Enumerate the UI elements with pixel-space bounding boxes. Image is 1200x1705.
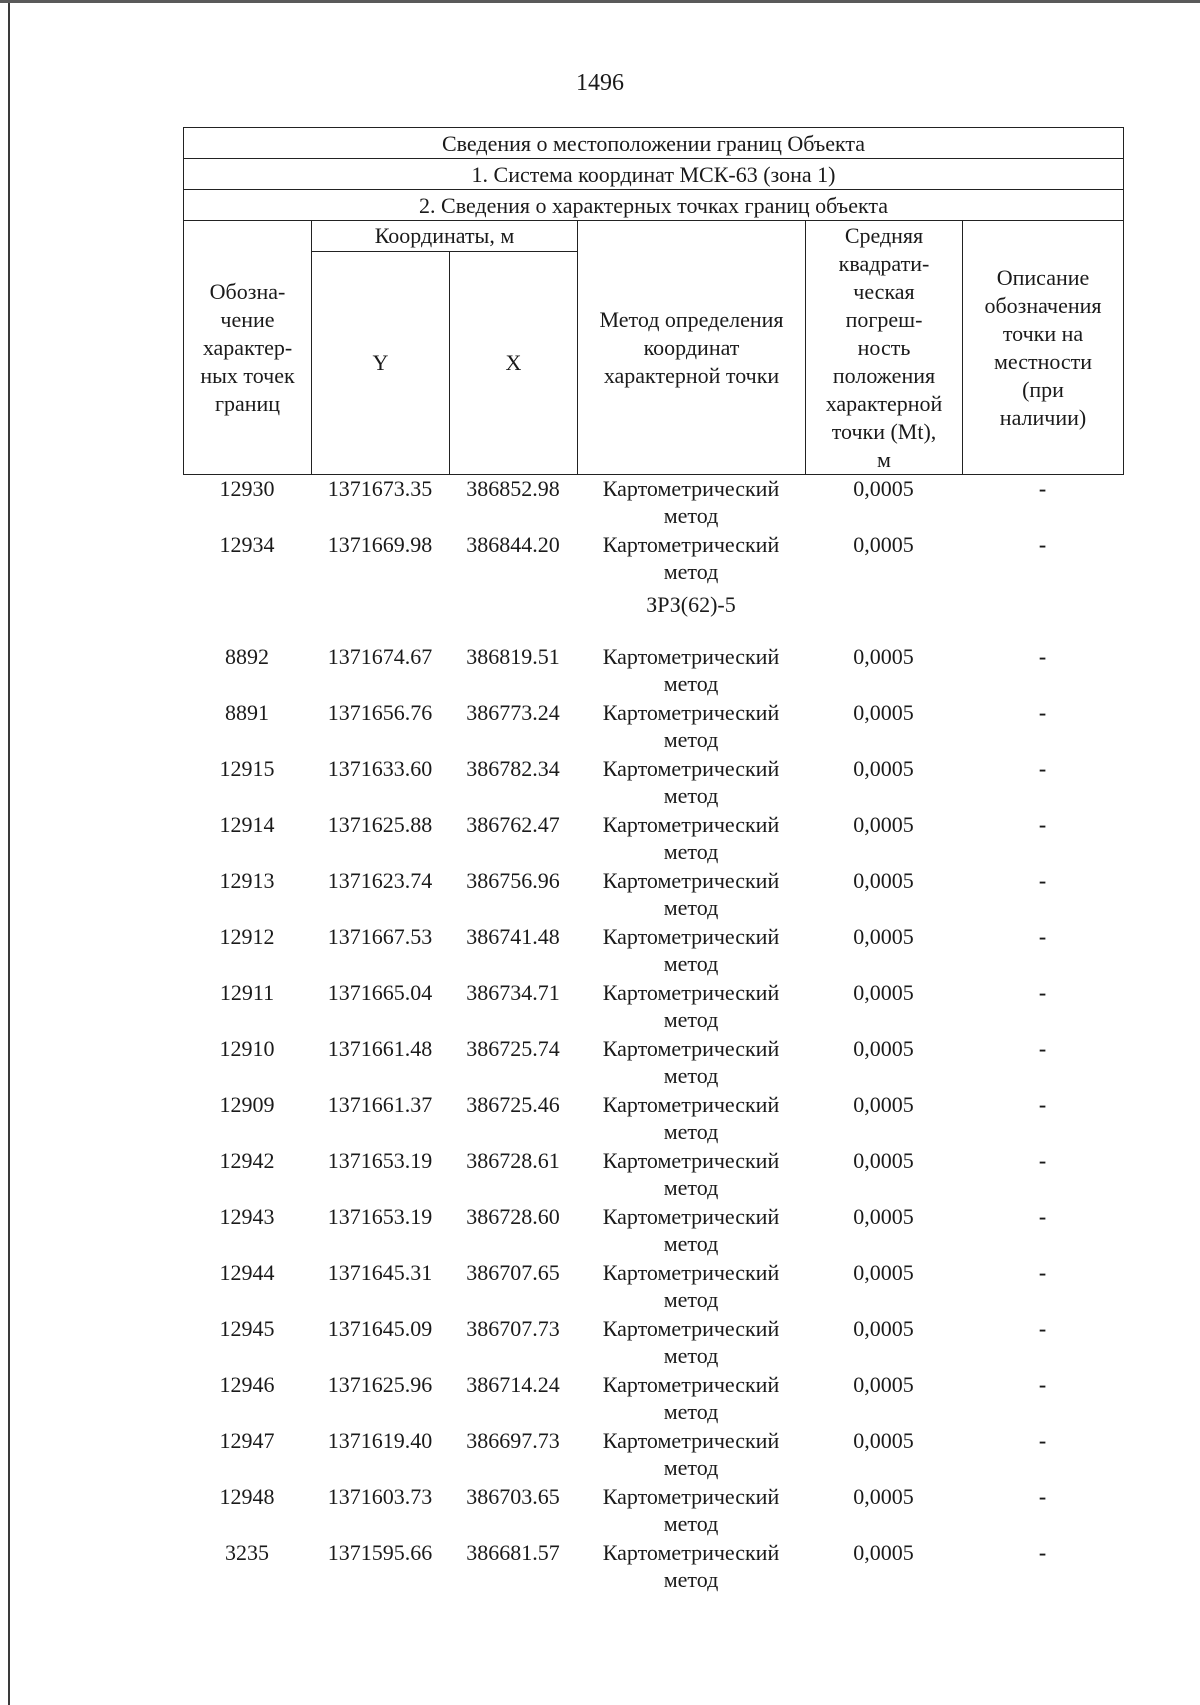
description: - — [1038, 532, 1047, 557]
col-coordinates: Координаты, м — [312, 221, 578, 252]
error-value: 0,0005 — [853, 644, 914, 669]
table-body — [183, 475, 1123, 1595]
coord-x: 386741.48 — [466, 924, 560, 949]
point-id: 12930 — [219, 476, 275, 501]
point-id: 12934 — [219, 532, 275, 557]
method — [577, 811, 805, 865]
method-line: метод — [663, 1511, 719, 1536]
description: - — [1038, 1540, 1047, 1565]
method-line: метод — [663, 839, 719, 864]
col-x: X — [450, 252, 578, 475]
method-line: Картометрический — [602, 1260, 780, 1285]
method — [577, 1259, 805, 1313]
table-row — [183, 755, 1123, 811]
coord-y: 1371674.67 — [327, 644, 433, 669]
point-id: 12946 — [219, 1372, 275, 1397]
col-description-line: Описание — [996, 264, 1090, 290]
coord-y: 1371619.40 — [327, 1428, 433, 1453]
error-value: 0,0005 — [853, 1428, 914, 1453]
table-row — [183, 1147, 1123, 1203]
table-header — [183, 127, 1124, 475]
coord-y: 1371633.60 — [327, 756, 433, 781]
table-row — [183, 643, 1123, 699]
method-line: Картометрический — [602, 1148, 780, 1173]
description: - — [1038, 1484, 1047, 1509]
table-row — [183, 1091, 1123, 1147]
description: - — [1038, 1428, 1047, 1453]
col-error-line: ность — [857, 335, 911, 360]
coord-x: 386728.61 — [466, 1148, 560, 1173]
coord-x: 386782.34 — [466, 756, 560, 781]
method — [577, 1035, 805, 1089]
method-line: Картометрический — [602, 868, 780, 893]
method-line: метод — [663, 1063, 719, 1088]
coord-x: 386762.47 — [466, 812, 560, 837]
coord-y: 1371661.48 — [327, 1036, 433, 1061]
col-method — [578, 221, 806, 475]
method-line: Картометрический — [602, 1036, 780, 1061]
method-line: метод — [663, 1119, 719, 1144]
method — [577, 867, 805, 921]
method-line: метод — [663, 1343, 719, 1368]
table-row — [183, 531, 1123, 587]
error-value: 0,0005 — [853, 1148, 914, 1173]
point-id: 8891 — [225, 700, 269, 725]
error-value: 0,0005 — [853, 756, 914, 781]
table-row — [183, 1539, 1123, 1595]
error-value: 0,0005 — [853, 1260, 914, 1285]
description: - — [1038, 1204, 1047, 1229]
col-designation-line: Обозна- — [209, 278, 286, 304]
coord-y: 1371625.88 — [327, 812, 433, 837]
table-title: Сведения о местоположении границ Объекта — [184, 128, 1124, 159]
method-line: метод — [663, 559, 719, 584]
table-row — [183, 475, 1123, 531]
col-description — [963, 221, 1124, 475]
coord-x: 386725.74 — [466, 1036, 560, 1061]
point-id: 12942 — [219, 1148, 275, 1173]
method-line: Картометрический — [602, 532, 780, 557]
coord-y: 1371661.37 — [327, 1092, 433, 1117]
error-value: 0,0005 — [853, 1316, 914, 1341]
coord-y: 1371595.66 — [327, 1540, 433, 1565]
description: - — [1038, 924, 1047, 949]
table-row — [183, 979, 1123, 1035]
point-id: 3235 — [225, 1540, 269, 1565]
col-method-line: Метод определения — [599, 306, 784, 332]
error-value: 0,0005 — [853, 1540, 914, 1565]
description: - — [1038, 756, 1047, 781]
description: - — [1038, 644, 1047, 669]
method — [577, 923, 805, 977]
coord-x: 386844.20 — [466, 532, 560, 557]
col-designation-line: ных точек — [200, 362, 295, 388]
col-description-line: местности — [993, 348, 1093, 374]
method-line: метод — [663, 1567, 719, 1592]
table-row — [183, 1035, 1123, 1091]
coord-y: 1371656.76 — [327, 700, 433, 725]
table-row — [183, 1259, 1123, 1315]
col-designation-line: границ — [214, 390, 281, 416]
point-id: 12915 — [219, 756, 275, 781]
description: - — [1038, 1260, 1047, 1285]
coord-y: 1371665.04 — [327, 980, 433, 1005]
point-id: 8892 — [225, 644, 269, 669]
method-line: Картометрический — [602, 1540, 780, 1565]
coord-x: 386819.51 — [466, 644, 560, 669]
col-method-line: координат — [643, 334, 740, 360]
method-line: Картометрический — [602, 1372, 780, 1397]
point-id: 12944 — [219, 1260, 275, 1285]
method-line: метод — [663, 671, 719, 696]
method — [577, 699, 805, 753]
table-row — [183, 867, 1123, 923]
page-number: 1496 — [576, 70, 624, 96]
table-row — [183, 923, 1123, 979]
coord-x: 386707.65 — [466, 1260, 560, 1285]
table-row — [183, 811, 1123, 867]
coord-y: 1371645.31 — [327, 1260, 433, 1285]
method — [577, 755, 805, 809]
description: - — [1038, 1148, 1047, 1173]
table-row — [183, 1371, 1123, 1427]
method-line: метод — [663, 1231, 719, 1256]
description: - — [1038, 476, 1047, 501]
method-line: Картометрический — [602, 1204, 780, 1229]
coord-x: 386681.57 — [466, 1540, 560, 1565]
coord-y: 1371667.53 — [327, 924, 433, 949]
coord-x: 386756.96 — [466, 868, 560, 893]
table-row — [183, 1315, 1123, 1371]
description: - — [1038, 812, 1047, 837]
col-y: Y — [312, 252, 450, 475]
method — [577, 1091, 805, 1145]
method-line: Картометрический — [602, 812, 780, 837]
error-value: 0,0005 — [853, 868, 914, 893]
description: - — [1038, 980, 1047, 1005]
method-line: метод — [663, 951, 719, 976]
point-id: 12945 — [219, 1316, 275, 1341]
coord-x: 386734.71 — [466, 980, 560, 1005]
coord-x: 386697.73 — [466, 1428, 560, 1453]
col-description-line: наличии) — [999, 404, 1087, 430]
subsection-row — [183, 587, 1123, 643]
method — [577, 475, 805, 529]
subsection-title: ЗРЗ(62)-5 — [646, 592, 736, 617]
coord-y: 1371653.19 — [327, 1148, 433, 1173]
method-line: метод — [663, 783, 719, 808]
col-error-line: положения — [832, 363, 936, 388]
error-value: 0,0005 — [853, 1372, 914, 1397]
method-line: Картометрический — [602, 700, 780, 725]
method — [577, 1315, 805, 1369]
coord-y: 1371645.09 — [327, 1316, 433, 1341]
error-value: 0,0005 — [853, 476, 914, 501]
method-line: Картометрический — [602, 476, 780, 501]
point-id: 12943 — [219, 1204, 275, 1229]
method-line: Картометрический — [602, 756, 780, 781]
method-line: Картометрический — [602, 1428, 780, 1453]
table-row — [183, 699, 1123, 755]
error-value: 0,0005 — [853, 1484, 914, 1509]
method-line: метод — [663, 1175, 719, 1200]
method — [577, 643, 805, 697]
section-title: 2. Сведения о характерных точках границ объекта — [184, 190, 1124, 221]
method-line: метод — [663, 1287, 719, 1312]
method — [577, 979, 805, 1033]
coord-x: 386714.24 — [466, 1372, 560, 1397]
error-value: 0,0005 — [853, 1204, 914, 1229]
description: - — [1038, 1036, 1047, 1061]
method — [577, 531, 805, 585]
method-line: Картометрический — [602, 1092, 780, 1117]
scan-top-edge — [0, 0, 1200, 3]
coord-x: 386728.60 — [466, 1204, 560, 1229]
error-value: 0,0005 — [853, 980, 914, 1005]
coord-x: 386773.24 — [466, 700, 560, 725]
error-value: 0,0005 — [853, 1092, 914, 1117]
description: - — [1038, 1092, 1047, 1117]
error-value: 0,0005 — [853, 1036, 914, 1061]
method-line: метод — [663, 1399, 719, 1424]
method-line: Картометрический — [602, 980, 780, 1005]
col-error-line: Средняя — [844, 223, 924, 248]
coord-y: 1371673.35 — [327, 476, 433, 501]
col-error-line: погреш- — [845, 307, 923, 332]
description: - — [1038, 700, 1047, 725]
col-error-line: ческая — [853, 279, 915, 304]
col-description-line: точки на — [1002, 320, 1084, 346]
description: - — [1038, 868, 1047, 893]
col-error — [806, 221, 963, 475]
method — [577, 1483, 805, 1537]
method-line: метод — [663, 895, 719, 920]
point-id: 12914 — [219, 812, 275, 837]
point-id: 12912 — [219, 924, 275, 949]
coord-y: 1371669.98 — [327, 532, 433, 557]
coord-y: 1371603.73 — [327, 1484, 433, 1509]
error-value: 0,0005 — [853, 812, 914, 837]
table-row — [183, 1483, 1123, 1539]
coord-y: 1371623.74 — [327, 868, 433, 893]
coord-y: 1371625.96 — [327, 1372, 433, 1397]
coord-x: 386852.98 — [466, 476, 560, 501]
point-id: 12909 — [219, 1092, 275, 1117]
point-id: 12911 — [219, 980, 275, 1005]
table-row — [183, 1427, 1123, 1483]
point-id: 12910 — [219, 1036, 275, 1061]
col-designation-line: характер- — [202, 334, 293, 360]
error-value: 0,0005 — [853, 700, 914, 725]
description: - — [1038, 1316, 1047, 1341]
coordinate-system: 1. Система координат МСК-63 (зона 1) — [184, 159, 1124, 190]
coord-x: 386707.73 — [466, 1316, 560, 1341]
point-id: 12947 — [219, 1428, 275, 1453]
method — [577, 1147, 805, 1201]
method — [577, 1427, 805, 1481]
method-line: метод — [663, 727, 719, 752]
col-description-line: (при — [1022, 376, 1064, 402]
col-error-line: м — [877, 447, 891, 472]
method — [577, 1371, 805, 1425]
method-line: Картометрический — [602, 1316, 780, 1341]
coord-y: 1371653.19 — [327, 1204, 433, 1229]
col-error-line: квадрати- — [838, 251, 930, 276]
col-error-line: точки (Mt), — [831, 419, 937, 444]
table-row — [183, 1203, 1123, 1259]
col-method-line: характерной точки — [603, 362, 780, 388]
col-designation — [184, 221, 312, 475]
scan-left-edge — [8, 0, 10, 1705]
method — [577, 1203, 805, 1257]
point-id: 12948 — [219, 1484, 275, 1509]
method-line: метод — [663, 1455, 719, 1480]
col-error-line: характерной — [825, 391, 943, 416]
col-description-line: обозначения — [984, 292, 1102, 318]
coord-x: 386703.65 — [466, 1484, 560, 1509]
error-value: 0,0005 — [853, 924, 914, 949]
description: - — [1038, 1372, 1047, 1397]
error-value: 0,0005 — [853, 532, 914, 557]
method-line: Картометрический — [602, 644, 780, 669]
method-line: метод — [663, 503, 719, 528]
method-line: Картометрический — [602, 1484, 780, 1509]
col-designation-line: чение — [220, 306, 275, 332]
coord-x: 386725.46 — [466, 1092, 560, 1117]
method — [577, 1539, 805, 1593]
method-line: метод — [663, 1007, 719, 1032]
method-line: Картометрический — [602, 924, 780, 949]
point-id: 12913 — [219, 868, 275, 893]
